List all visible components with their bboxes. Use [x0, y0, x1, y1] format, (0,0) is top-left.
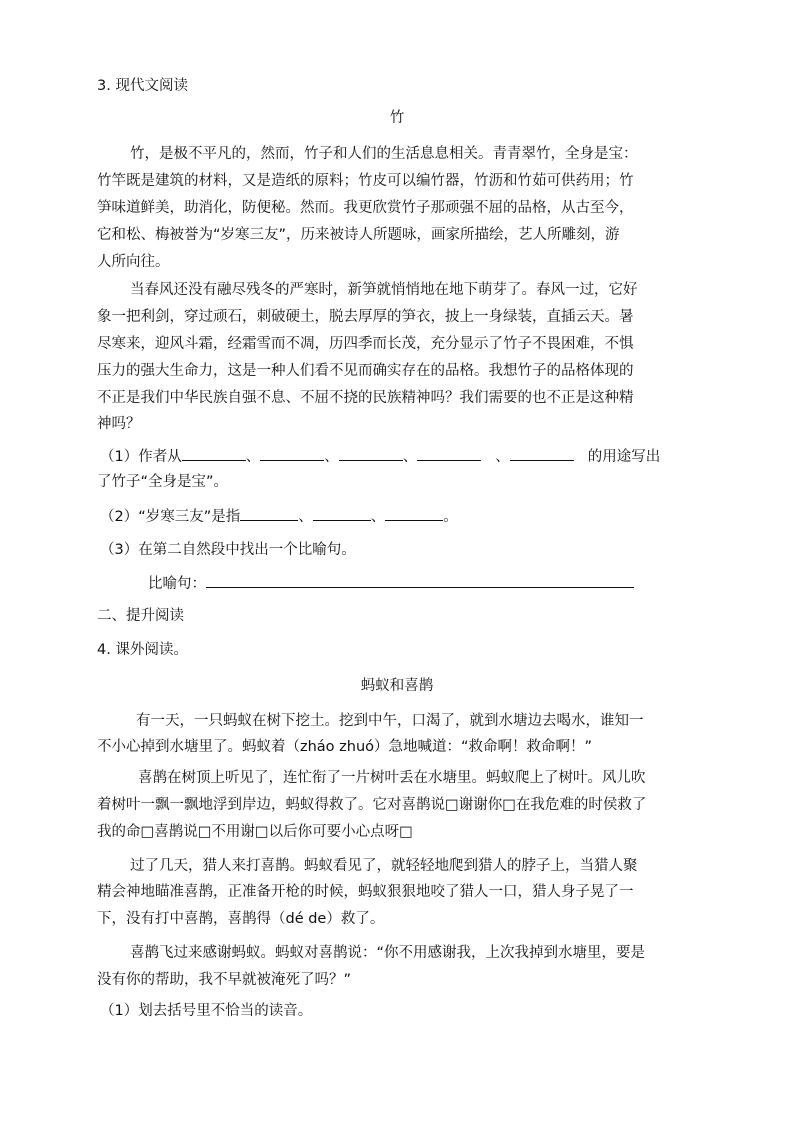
- bamboo-p2-line6: 神吗？: [97, 416, 141, 432]
- bamboo-p1-line1: 竹，是极不平凡的，然而，竹子和人们的生活息息相关。青青翠竹，全身是宝：: [130, 146, 638, 162]
- metaphor-label: 比喻句：: [148, 576, 206, 592]
- q2-answer-blank-3[interactable]: [385, 506, 443, 521]
- q1-separator: 、: [324, 449, 339, 465]
- part-2-heading: 二、提升阅读: [97, 608, 184, 624]
- section-3-heading: 3. 现代文阅读: [97, 78, 188, 94]
- section-4-heading: 4. 课外阅读。: [97, 642, 188, 658]
- q1-separator: 、: [402, 449, 418, 465]
- ant-p4-line1: 喜鹊飞过来感谢蚂蚁。蚂蚁对喜鹊说：“你不用感谢我，上次我掉到水塘里，要是: [130, 945, 646, 961]
- question-3-3: （3）在第二自然段中找出一个比喻句。: [100, 542, 356, 558]
- q2-answer-blank-1[interactable]: [240, 506, 298, 521]
- ant-p3-line2: 精会神地瞄准喜鹊，正准备开枪的时候，蚂蚁狠狠地咬了猎人一口，猎人身子晃了一: [97, 884, 634, 900]
- ant-p2-line1: 喜鹊在树顶上听见了，连忙衔了一片树叶丢在水塘里。蚂蚁爬上了树叶。风儿吹: [138, 770, 646, 786]
- ant-p2-line2: 着树叶一飘一飘地浮到岸边，蚂蚁得救了。它对喜鹊说□谢谢你□在我危难的时侯救了: [97, 797, 647, 813]
- bamboo-p1-line2: 竹竿既是建筑的材料，又是造纸的原料；竹皮可以编竹器，竹沥和竹茹可供药用；竹: [97, 173, 634, 189]
- question-3-2: [100, 506, 458, 526]
- question-4-1: （1）划去括号里不恰当的读音。: [100, 1003, 313, 1019]
- ant-p4-line2: 没有你的帮助，我不早就被淹死了吗？”: [97, 972, 352, 988]
- question-3-1-line2: 了竹子“全身是宝”。: [97, 474, 229, 490]
- passage-title-ant-magpie: 蚂蚁和喜鹊: [360, 678, 434, 694]
- q2-prefix: （2）“岁寒三友”是指: [100, 509, 241, 525]
- q1-separator: 、: [245, 449, 261, 465]
- bamboo-p1-line4: 它和松、梅被誉为“岁寒三友”，历来被诗人所题咏，画家所描绘，艺人所雕刻，游: [97, 227, 620, 243]
- q1-answer-blank-4[interactable]: [417, 446, 481, 461]
- bamboo-p2-line4: 压力的强大生命力，这是一种人们看不见而确实存在的品格。我想竹子的品格体现的: [97, 363, 634, 379]
- ant-p1-line2: 不小心掉到水塘里了。蚂蚁着（zháo zhuó）急地喊道：“救命啊！救命啊！”: [97, 739, 593, 755]
- ant-p2-line3: 我的命□喜鹊说□不用谢□以后你可要小心点呀□: [97, 824, 413, 840]
- bamboo-p2-line3: 尽寒来，迎风斗霜，经霜雪而不凋，历四季而长茂，充分显示了竹子不畏困难，不惧: [97, 336, 634, 352]
- q2-separator: 、: [370, 509, 386, 525]
- bamboo-p2-line1: 当春风还没有融尽残冬的严寒时，新笋就悄悄地在地下萌芽了。春风一过，它好: [130, 282, 638, 298]
- metaphor-answer-line[interactable]: [206, 573, 634, 588]
- bamboo-p1-line3: 笋味道鲜美，助消化，防便秘。然而。我更欣赏竹子那顽强不屈的品格，从古至今，: [97, 200, 634, 216]
- bamboo-p2-line5: 不正是我们中华民族自强不息、不屈不挠的民族精神吗？我们需要的也不正是这种精: [97, 390, 634, 406]
- ant-p1-line1: 有一天，一只蚂蚁在树下挖土。挖到中午，口渴了，就到水塘边去喝水，谁知一: [136, 713, 644, 729]
- passage-title-bamboo: 竹: [389, 110, 405, 126]
- q1-answer-blank-5[interactable]: [510, 446, 574, 461]
- q2-period: 。: [443, 509, 458, 525]
- question-3-3-answer: [148, 573, 634, 593]
- q1-answer-blank-2[interactable]: [260, 446, 324, 461]
- ant-p3-line3: 下，没有打中喜鹊，喜鹊得（dé de）救了。: [97, 911, 385, 927]
- q1-answer-blank-1[interactable]: [182, 446, 246, 461]
- q1-separator: 、: [495, 449, 510, 465]
- ant-p3-line1: 过了几天，猎人来打喜鹊。蚂蚁看见了，就轻轻地爬到猎人的脖子上，当猎人聚: [130, 858, 638, 874]
- bamboo-p1-line5: 人所向往。: [97, 254, 170, 270]
- q1-answer-blank-3[interactable]: [339, 446, 403, 461]
- q1-suffix: 的用途写出: [587, 449, 661, 465]
- q2-separator: 、: [298, 509, 313, 525]
- q1-prefix: （1）作者从: [100, 449, 182, 465]
- q2-answer-blank-2[interactable]: [313, 506, 371, 521]
- bamboo-p2-line2: 象一把利剑，穿过顽石，刺破硬土，脱去厚厚的笋衣，披上一身绿装，直插云天。暑: [97, 309, 634, 325]
- question-3-1: [100, 446, 660, 466]
